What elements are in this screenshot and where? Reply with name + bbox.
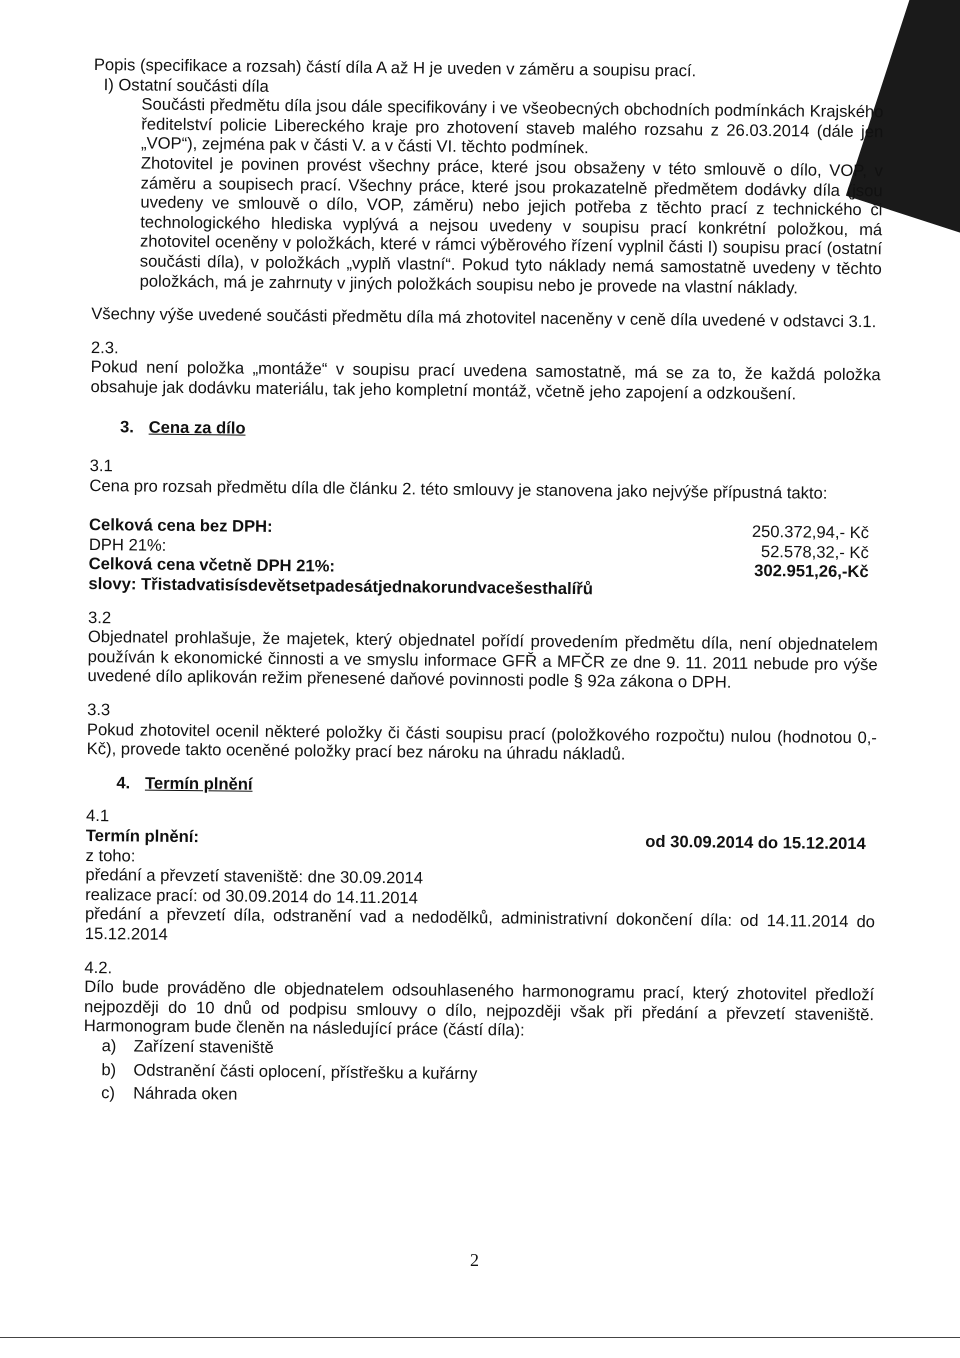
section-number-3-3: 3.3 [87, 699, 111, 720]
section-2-3-text: Pokud není položka „montáže“ v soupisu prací uvedena samostatně, má se za to, že každá položka obsahuje jak dodávku materiálu, tak jeho kompletní montáž, včetně jeho zapojení a odzkoušení. [90, 357, 881, 404]
summary-paragraph: Všechny výše uvedené součásti předmětu díla má zhotovitel naceněny v ceně díla uvedené v odstavci 3.1. [91, 304, 877, 332]
page-number: 2 [470, 1250, 479, 1270]
section-number-3-2: 3.2 [88, 607, 112, 627]
section-number-4-1: 4.1 [85, 806, 110, 826]
list-item-text: Zařízení staveniště [133, 1036, 274, 1057]
section-I-heading: I) Ostatní součásti díla [103, 74, 269, 96]
chapter-4-heading [86, 773, 876, 801]
list-item-marker: b) [101, 1059, 117, 1079]
list-item [83, 1083, 873, 1111]
term-line-site-handover: předání a převzetí staveniště: dne 30.09.2014 [85, 865, 424, 888]
contract-text [83, 55, 884, 1111]
section-I-paragraph-1: Součásti předmětu díla jsou dále specifikovány i ve všeobecných obchodních podmínkách Krajského ředitelství policie Libereckého kraje pro zhotovení staveb malého rozsahu z 26.03.2014 (dále jen „VOP“), zejména pak v části V. a v části VI. těchto podmínek. [140, 94, 884, 158]
price-net-value: 250.372,94,- Kč [751, 522, 870, 543]
price-total-label: Celková cena včetně DPH 21%: [88, 554, 336, 577]
section-I-paragraph-2: Zhotovitel je povinen provést všechny práce, které jsou obsaženy v této smlouvě o dílo, VOP, v záměru a soupisech prací. Všechny práce, které jsou prokazatelně předmětem dodávky díla (jsou uvedeny ve smlouvě o dílo, VOP, záměru) nebo jejich potřeba z těchto prací z technického či technologického hlediska vyplývá a nejsou uvedeny v soupisu prací konkrétní položkou, má zhotovitel oceněny v položkách, které v rámci výběrového řízení vyplnil části I) soupisu prací (ostatní součásti díla), v položkách „vyplň vlastní“. Pokud tyto náklady nemá samostatně uvedeny v těchto položkách, má je zahrnuty v jiných položkách soupisu nebo je provede na vlastní náklady. [139, 153, 883, 297]
price-vat-label: DPH 21%: [88, 534, 167, 555]
section-number-4-2: 4.2. [84, 957, 113, 977]
term-line-completion: předání a převzetí díla, odstranění vad a nedodělků, administrativní dokončení díla: od 14.11.2014 do 15.12.2014 [84, 904, 876, 944]
list-item [83, 1059, 873, 1087]
chapter-4-number: 4. [116, 773, 131, 793]
section-3-3-text: Pokud zhotovitel ocenil některé položky či části soupisu prací (položkového rozpočtu) nulou (hodnotou 0,-Kč), provede takto oceněné položky prací bez nároku na úhradu nákladů. [86, 719, 877, 764]
list-item-marker: a) [101, 1036, 117, 1056]
list-item-marker: c) [101, 1083, 116, 1103]
section-3-2-text: Objednatel prohlašuje, že majetek, který objednatel pořídí provedením předmětu díla, není objednatelem používán k ekonomické činnosti a ve smyslu informace GFŘ a MFČR ze dne 9. 11. 2011 nebude pro výše uvedené dílo aplikován režim přenesené daňové povinnosti podle § 92a zákona o DPH. [87, 627, 878, 693]
term-of-which: z toho: [85, 845, 136, 866]
section-number-3-1: 3.1 [89, 456, 113, 476]
list-item-text: Odstranění části oplocení, přístřešku a kuřárny [133, 1059, 478, 1083]
term-label: Termín plnění: [85, 825, 200, 847]
section-4-2-text: Dílo bude prováděno dle objednatelem odsouhlaseného harmonogramu prací, který zhotovitel předloží nejpozději do 10 dnů od podpisu smlouvy o dílo, nejpozději však při předání a převzetí staveniště. Harmonogram bude členěn na následující práce (částí díla): [83, 977, 875, 1040]
chapter-3-heading [90, 416, 880, 444]
list-item-text: Náhrada oken [133, 1083, 238, 1104]
price-net-label: Celková cena bez DPH: [88, 515, 273, 537]
chapter-3-title: Cena za dílo [148, 417, 246, 438]
term-value: od 30.09.2014 do 15.12.2014 [645, 831, 866, 854]
chapter-4-title: Termín plnění [144, 773, 253, 794]
chapter-3-number: 3. [120, 416, 135, 436]
intro-paragraph: Popis (specifikace a rozsah) částí díla A až H je uveden v záměru a soupisu prací. [93, 55, 697, 81]
section-number-2-3: 2.3. [90, 337, 119, 357]
price-vat-value: 52.578,32,- Kč [760, 541, 869, 563]
scan-bottom-edge [0, 1337, 960, 1358]
price-total-value: 302.951,26,-Kč [754, 561, 869, 582]
term-line-realization: realizace prací: od 30.09.2014 do 14.11.2014 [85, 884, 419, 908]
price-in-words: slovy: Třistadvatisísdevětsetpadesátjednakorundvacešesthalířů [88, 574, 594, 599]
section-3-1-text: Cena pro rozsah předmětu díla dle článku 2. této smlouvy je stanovena jako nejvýše přípustná takto: [89, 475, 828, 503]
price-summary [88, 515, 879, 602]
